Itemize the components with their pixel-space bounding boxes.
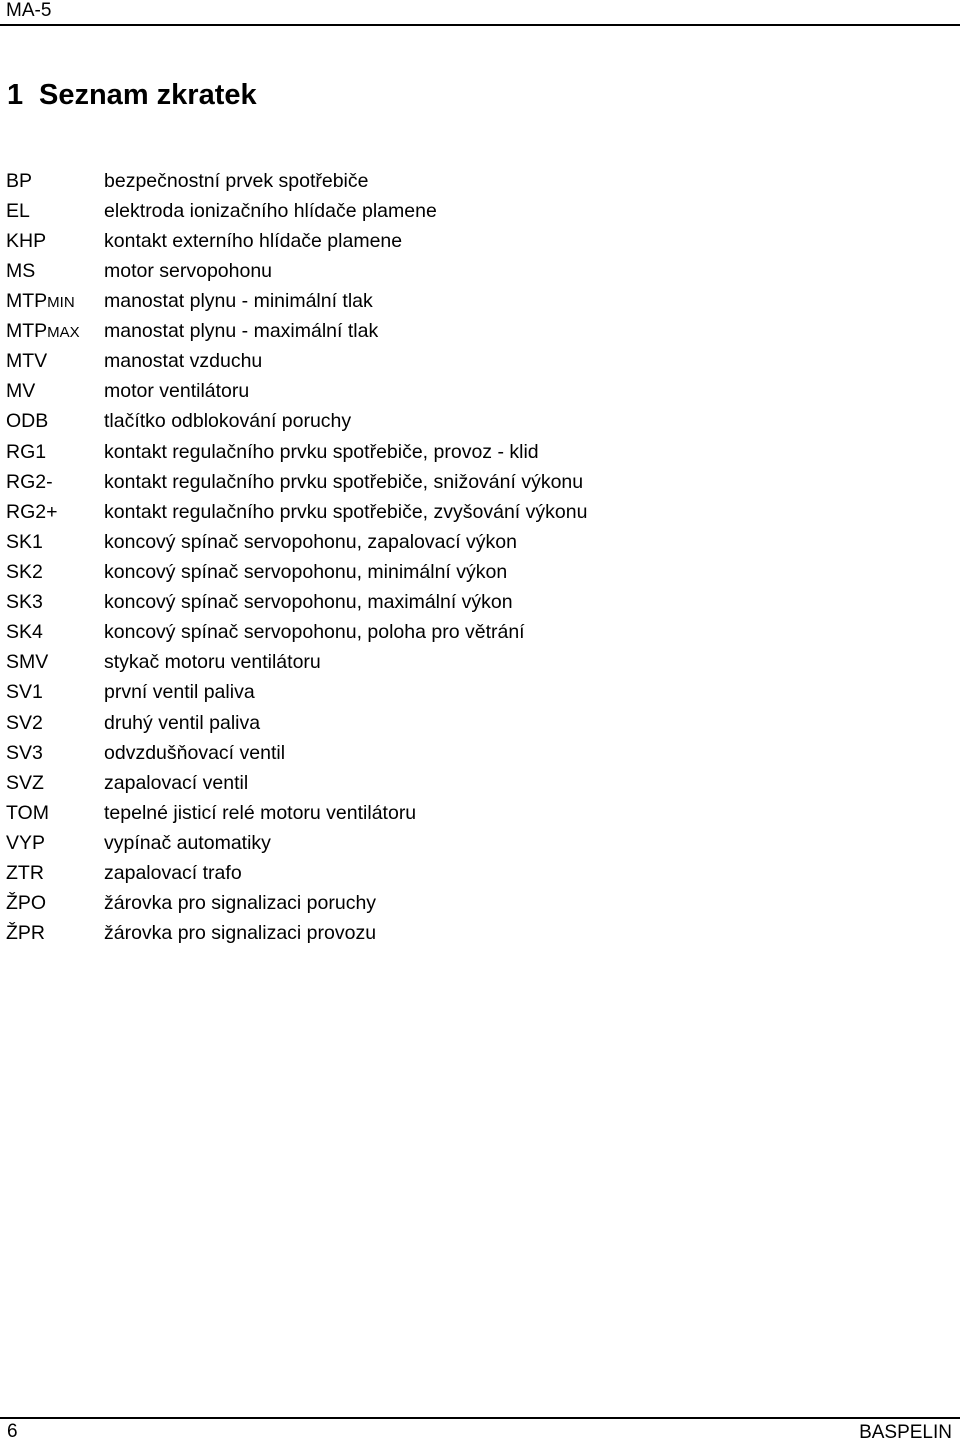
abbreviation-description: druhý ventil paliva	[104, 711, 261, 734]
abbreviation-code	[6, 471, 104, 494]
abbreviation-description: zapalovací ventil	[104, 771, 249, 794]
brand-name: BASPELIN	[859, 1422, 952, 1443]
abbreviation-row	[6, 618, 587, 648]
abbreviation-code	[6, 892, 104, 915]
abbreviation-code-text: EL	[6, 199, 30, 222]
abbreviation-description: tlačítko odblokování poruchy	[104, 410, 352, 433]
abbreviation-row	[6, 557, 587, 587]
abbreviation-list	[6, 166, 587, 949]
abbreviation-description: první ventil paliva	[104, 681, 255, 704]
abbreviation-code	[6, 772, 104, 795]
abbreviation-row	[6, 798, 587, 828]
abbreviation-row	[6, 889, 587, 919]
abbreviation-code-text: ZTR	[6, 862, 44, 885]
abbreviation-row	[6, 828, 587, 858]
abbreviation-description: koncový spínač servopohonu, maximální výkon	[104, 591, 513, 614]
abbreviation-row	[6, 588, 587, 618]
abbreviation-code	[6, 802, 104, 825]
abbreviation-code-text: SV3	[6, 741, 43, 764]
abbreviation-description: motor ventilátoru	[104, 380, 250, 403]
abbreviation-description: koncový spínač servopohonu, zapalovací výkon	[104, 530, 517, 553]
abbreviation-code-text: SK2	[6, 560, 43, 583]
abbreviation-code-text: RG2-	[6, 470, 53, 493]
abbreviation-code-text: TOM	[6, 801, 49, 824]
abbreviation-row	[6, 407, 587, 437]
abbreviation-code	[6, 922, 104, 945]
abbreviation-code	[6, 170, 104, 193]
abbreviation-description: tepelné jisticí relé motoru ventilátoru	[104, 801, 417, 824]
abbreviation-description: kontakt regulačního prvku spotřebiče, provoz - klid	[104, 440, 539, 463]
section-number: 1	[7, 79, 24, 111]
abbreviation-code-text: MTV	[6, 350, 48, 373]
abbreviation-code-text: ŽPR	[6, 922, 45, 945]
abbreviation-code	[6, 862, 104, 885]
abbreviation-code	[6, 290, 104, 313]
abbreviation-code	[6, 651, 104, 674]
abbreviation-code	[6, 621, 104, 644]
abbreviation-row	[6, 377, 587, 407]
abbreviation-code	[6, 441, 104, 464]
abbreviation-code	[6, 681, 104, 704]
abbreviation-row	[6, 768, 587, 798]
abbreviation-description: elektroda ionizačního hlídače plamene	[104, 199, 437, 222]
section-heading	[7, 76, 257, 114]
document-code: MA-5	[6, 0, 52, 21]
abbreviation-description: vypínač automatiky	[104, 831, 271, 854]
abbreviation-description: kontakt regulačního prvku spotřebiče, zvyšování výkonu	[104, 500, 588, 523]
abbreviation-code	[6, 832, 104, 855]
abbreviation-row	[6, 347, 587, 377]
abbreviation-code-text: SK1	[6, 530, 43, 553]
abbreviation-description: odvzdušňovací ventil	[104, 741, 286, 764]
abbreviation-description: koncový spínač servopohonu, poloha pro větrání	[104, 621, 525, 644]
abbreviation-code-text: VYP	[6, 831, 46, 854]
abbreviation-code	[6, 501, 104, 524]
abbreviation-code	[6, 260, 104, 283]
abbreviation-description: kontakt regulačního prvku spotřebiče, snižování výkonu	[104, 470, 584, 493]
abbreviation-code-text: MS	[6, 259, 36, 282]
abbreviation-code-text: SK4	[6, 621, 43, 644]
abbreviation-code-text: BP	[6, 169, 33, 192]
abbreviation-code-text: RG1	[6, 440, 47, 463]
abbreviation-row	[6, 708, 587, 738]
abbreviation-code-text: SMV	[6, 651, 49, 674]
abbreviation-row	[6, 256, 587, 286]
abbreviation-code-text: MV	[6, 380, 36, 403]
abbreviation-description: bezpečnostní prvek spotřebiče	[104, 169, 369, 192]
abbreviation-code-text: SV2	[6, 711, 43, 734]
abbreviation-row	[6, 467, 587, 497]
abbreviation-row	[6, 166, 587, 196]
abbreviation-description: manostat plynu - maximální tlak	[104, 320, 379, 343]
abbreviation-code-text: RG2+	[6, 500, 58, 523]
abbreviation-code-text: SVZ	[6, 771, 44, 794]
abbreviation-code-suffix: MIN	[47, 293, 75, 311]
abbreviation-code-text: SV1	[6, 681, 43, 704]
abbreviation-row	[6, 738, 587, 768]
abbreviation-row	[6, 527, 587, 557]
abbreviation-row	[6, 196, 587, 226]
abbreviation-description: stykač motoru ventilátoru	[104, 651, 321, 674]
abbreviation-row	[6, 859, 587, 889]
abbreviation-code	[6, 350, 104, 373]
abbreviation-description: kontakt externího hlídače plamene	[104, 229, 403, 252]
section-title: Seznam zkratek	[39, 79, 257, 111]
abbreviation-code-text: MTP	[6, 289, 48, 312]
abbreviation-code-text: SK3	[6, 591, 43, 614]
abbreviation-row	[6, 648, 587, 678]
abbreviation-code	[6, 320, 104, 343]
abbreviation-description: žárovka pro signalizaci provozu	[104, 922, 377, 945]
abbreviation-row	[6, 317, 587, 347]
abbreviation-description: manostat plynu - minimální tlak	[104, 289, 373, 312]
abbreviation-code	[6, 531, 104, 554]
abbreviation-description: zapalovací trafo	[104, 862, 242, 885]
abbreviation-code	[6, 712, 104, 735]
abbreviation-code-text: KHP	[6, 229, 47, 252]
page-number: 6	[7, 1421, 18, 1442]
abbreviation-row	[6, 286, 587, 316]
abbreviation-row	[6, 678, 587, 708]
abbreviation-code-suffix: MAX	[47, 324, 80, 342]
abbreviation-description: koncový spínač servopohonu, minimální výkon	[104, 560, 508, 583]
abbreviation-code-text: MTP	[6, 320, 48, 343]
abbreviation-code	[6, 561, 104, 584]
abbreviation-row	[6, 497, 587, 527]
footer-divider	[0, 1417, 960, 1419]
abbreviation-code	[6, 380, 104, 403]
header-divider	[0, 24, 960, 26]
abbreviation-description: motor servopohonu	[104, 259, 273, 282]
abbreviation-code	[6, 742, 104, 765]
abbreviation-row	[6, 226, 587, 256]
abbreviation-code-text: ŽPO	[6, 892, 47, 915]
abbreviation-row	[6, 919, 587, 949]
abbreviation-description: žárovka pro signalizaci poruchy	[104, 892, 377, 915]
abbreviation-row	[6, 437, 587, 467]
abbreviation-description: manostat vzduchu	[104, 350, 263, 373]
abbreviation-code	[6, 591, 104, 614]
abbreviation-code-text: ODB	[6, 410, 49, 433]
abbreviation-code	[6, 230, 104, 253]
abbreviation-code	[6, 200, 104, 223]
abbreviation-code	[6, 410, 104, 433]
